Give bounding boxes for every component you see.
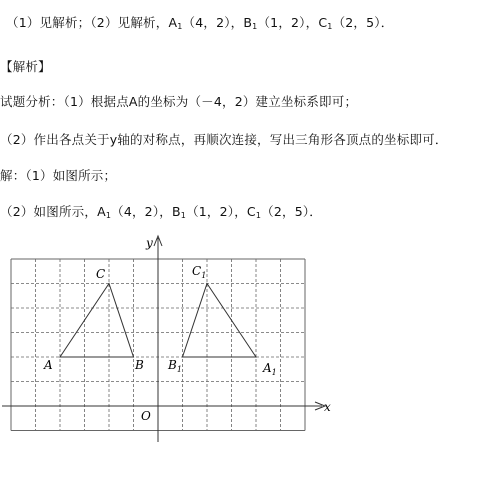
label-c: C — [96, 267, 106, 281]
label-a: A — [44, 358, 53, 372]
sol-point-c1-label: C — [246, 204, 256, 219]
sol-point-b1-subscript: 1 — [180, 211, 187, 220]
label-b: B — [135, 358, 144, 372]
solution-prefix: （2）如图所示， — [0, 204, 98, 219]
label-b1: B1 — [168, 358, 182, 374]
axes — [2, 236, 331, 442]
sol-point-b1-coords: （1，2）， — [186, 204, 247, 219]
answer-line — [6, 15, 393, 35]
x-axis-label: x — [324, 400, 331, 414]
label-a1: A1 — [263, 361, 277, 377]
y-axis-label: y — [146, 236, 153, 250]
vertex-labels — [43, 264, 277, 377]
origin-label: O — [141, 409, 151, 423]
point-b1-subscript: 1 — [252, 22, 258, 31]
point-a1-coords: （4，2）， — [182, 15, 244, 30]
point-c1-subscript: 1 — [327, 22, 333, 31]
sol-point-a1-coords: （4，2）， — [111, 204, 172, 219]
sol-point-b1-label: B — [171, 204, 181, 219]
point-c1-label: C — [318, 15, 328, 30]
point-c1-coords: （2，5）． — [332, 15, 394, 30]
point-b1-label: B — [243, 15, 253, 30]
answer-text: （1）见解析；（2）见解析， — [6, 15, 169, 30]
point-a1-subscript: 1 — [177, 22, 183, 31]
triangle-a1b1c1 — [183, 284, 257, 358]
solution-line-2 — [0, 204, 322, 224]
point-b1-coords: （1，2）， — [257, 15, 319, 30]
point-a1-label: A — [168, 15, 178, 30]
analysis-line-2: （2）作出各点关于y轴的对称点，再顺次连接，写出三角形各顶点的坐标即可． — [0, 132, 448, 147]
section-header: 【解析】 — [0, 59, 51, 74]
sol-point-c1-subscript: 1 — [255, 211, 262, 220]
sol-point-c1-coords: （2，5）． — [261, 204, 323, 219]
sol-point-a1-subscript: 1 — [105, 211, 112, 220]
solution-line-1: 解：（1）如图所示； — [0, 168, 117, 183]
triangle-abc — [60, 284, 134, 358]
sol-point-a1-label: A — [97, 204, 106, 219]
coordinate-figure — [0, 232, 340, 450]
analysis-line-1: 试题分析：（1）根据点A的坐标为（－4，2）建立坐标系即可； — [0, 94, 358, 109]
label-c1: C1 — [192, 264, 207, 280]
